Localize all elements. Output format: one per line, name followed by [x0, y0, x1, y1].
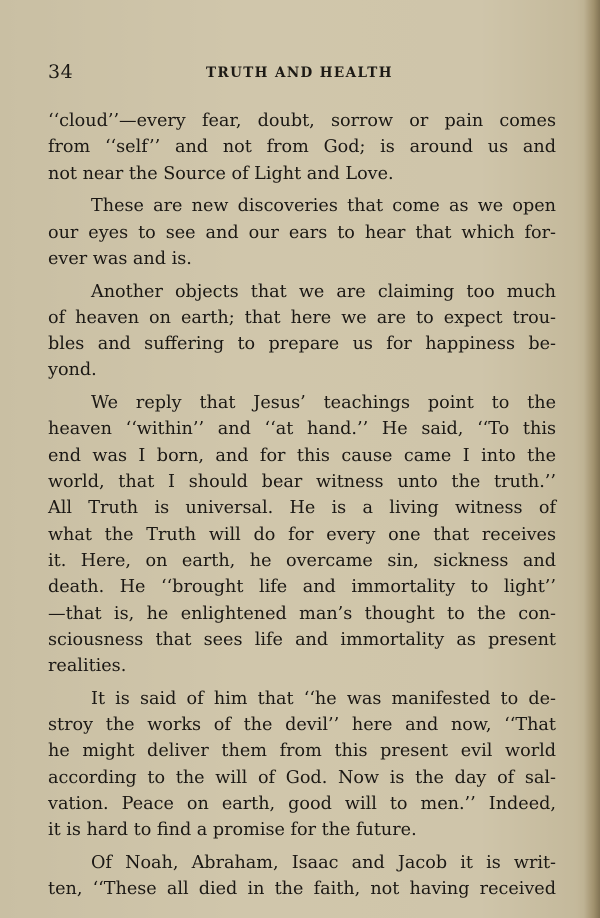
running-head: TRUTH AND HEALTH: [206, 65, 393, 81]
text-line: ten, ‘‘These all died in the faith, not having received: [48, 879, 556, 900]
paragraph: [48, 686, 556, 844]
text-line: stroy the works of the devil’’ here and now, ‘‘That: [48, 715, 556, 736]
text-line: it is hard to find a promise for the future.: [48, 820, 417, 841]
text-line: These are new discoveries that come as we open: [91, 196, 556, 217]
page-header: [46, 61, 558, 87]
paragraph: [48, 193, 556, 272]
text-line: All Truth is universal. He is a living witness of: [48, 498, 556, 519]
paragraph: [48, 279, 556, 384]
text-line: our eyes to see and our ears to hear that which for-: [48, 222, 556, 243]
text-line: of heaven on earth; that here we are to expect trou-: [48, 307, 556, 328]
paragraph: [48, 850, 556, 903]
text-line: We reply that Jesus’ teachings point to the: [91, 393, 556, 414]
text-line: ‘‘cloud’’—every fear, doubt, sorrow or pain comes: [48, 111, 556, 131]
text-line: heaven ‘‘within’’ and ‘‘at hand.’’ He said, ‘‘To this: [48, 419, 556, 440]
text-line: Of Noah, Abraham, Isaac and Jacob it is writ-: [91, 852, 556, 873]
page-number: 34: [48, 61, 74, 83]
text-line: yond.: [48, 360, 97, 381]
text-line: it. Here, on earth, he overcame sin, sickness and: [48, 550, 556, 571]
text-line: bles and suffering to prepare us for happiness be-: [48, 334, 556, 355]
text-line: ever was and is.: [48, 248, 192, 269]
text-line: vation. Peace on earth, good will to men.’’ Indeed,: [48, 793, 556, 814]
text-line: sciousness that sees life and immortality as present: [48, 629, 556, 650]
page-edge-shadow: [584, 0, 600, 918]
text-line: not near the Source of Light and Love.: [48, 163, 394, 184]
text-line: according to the will of God. Now is the day of sal-: [48, 767, 556, 788]
text-line: It is said of him that ‘‘he was manifested to de-: [91, 688, 556, 709]
text-line: realities.: [48, 656, 127, 677]
paragraph: [48, 390, 556, 679]
text-line: —that is, he enlightened man’s thought to the con-: [48, 603, 556, 624]
text-line: he might deliver them from this present evil world: [48, 741, 556, 762]
text-line: from ‘‘self’’ and not from God; is around us and: [48, 137, 556, 158]
text-line: world, that I should bear witness unto the truth.’’: [48, 472, 556, 493]
text-line: end was I born, and for this cause came I into the: [48, 445, 556, 466]
text-line: Another objects that we are claiming too much: [91, 281, 556, 302]
text-line: what the Truth will do for every one that receives: [48, 524, 556, 545]
paragraph: [48, 108, 556, 187]
body-text: [48, 108, 556, 909]
text-line: death. He ‘‘brought life and immortality to light’’: [48, 577, 556, 598]
